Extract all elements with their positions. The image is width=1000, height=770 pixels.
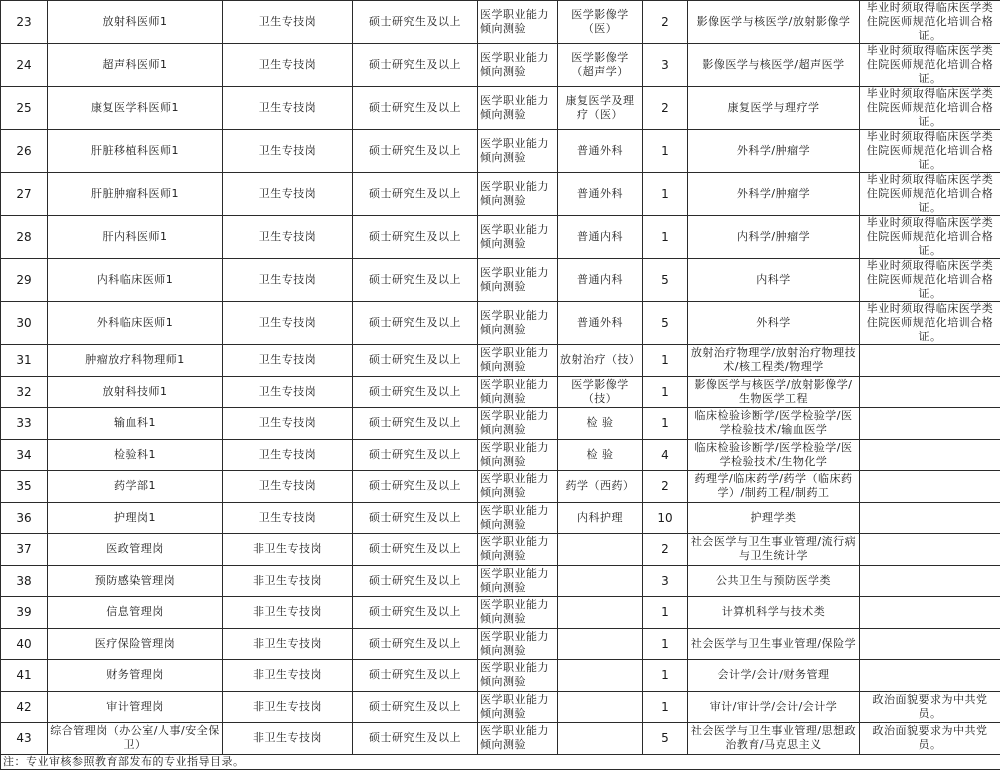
cell-count: 2 [643,534,688,566]
table-row [1,691,1000,723]
cell-exam: 医学职业能力倾向测验 [478,173,558,216]
cell-number: 30 [1,302,48,345]
cell-count: 2 [643,87,688,130]
table-row [1,408,1000,440]
cell-number: 33 [1,408,48,440]
cell-position: 肝脏肿瘤科医师1 [48,173,223,216]
cell-count: 3 [643,565,688,597]
cell-exam: 医学职业能力倾向测验 [478,87,558,130]
cell-subject: 药学（西药） [558,471,643,503]
cell-count: 1 [643,173,688,216]
cell-category: 卫生专技岗 [223,408,353,440]
cell-education: 硕士研究生及以上 [353,216,478,259]
cell-position: 医政管理岗 [48,534,223,566]
cell-major: 影像医学与核医学/放射影像学/生物医学工程 [688,376,860,408]
cell-subject [558,628,643,660]
cell-exam: 医学职业能力倾向测验 [478,723,558,755]
cell-major: 计算机科学与技术类 [688,597,860,629]
cell-category: 卫生专技岗 [223,302,353,345]
cell-education: 硕士研究生及以上 [353,660,478,692]
cell-education: 硕士研究生及以上 [353,408,478,440]
cell-position: 综合管理岗（办公室/人事/安全保卫） [48,723,223,755]
cell-position: 外科临床医师1 [48,302,223,345]
cell-education: 硕士研究生及以上 [353,87,478,130]
cell-count: 2 [643,1,688,44]
cell-number: 23 [1,1,48,44]
cell-requirement [860,439,1000,471]
cell-education: 硕士研究生及以上 [353,597,478,629]
cell-exam: 医学职业能力倾向测验 [478,408,558,440]
table-row [1,439,1000,471]
cell-exam: 医学职业能力倾向测验 [478,660,558,692]
cell-category: 非卫生专技岗 [223,597,353,629]
cell-category: 卫生专技岗 [223,345,353,377]
cell-subject [558,534,643,566]
cell-count: 1 [643,376,688,408]
cell-position: 护理岗1 [48,502,223,534]
cell-position: 肝脏移植科医师1 [48,130,223,173]
cell-category: 非卫生专技岗 [223,691,353,723]
table-row [1,130,1000,173]
cell-education: 硕士研究生及以上 [353,565,478,597]
cell-category: 非卫生专技岗 [223,723,353,755]
cell-major: 临床检验诊断学/医学检验学/医学检验技术/生物化学 [688,439,860,471]
table-row [1,565,1000,597]
cell-count: 1 [643,660,688,692]
cell-education: 硕士研究生及以上 [353,376,478,408]
cell-position: 药学部1 [48,471,223,503]
cell-education: 硕士研究生及以上 [353,259,478,302]
cell-number: 31 [1,345,48,377]
cell-number: 32 [1,376,48,408]
cell-count: 1 [643,628,688,660]
cell-number: 26 [1,130,48,173]
cell-major: 内科学/肿瘤学 [688,216,860,259]
table-row [1,173,1000,216]
cell-count: 2 [643,471,688,503]
cell-exam: 医学职业能力倾向测验 [478,628,558,660]
cell-major: 康复医学与理疗学 [688,87,860,130]
cell-requirement: 毕业时须取得临床医学类住院医师规范化培训合格证。 [860,87,1000,130]
cell-position: 内科临床医师1 [48,259,223,302]
cell-category: 卫生专技岗 [223,376,353,408]
cell-education: 硕士研究生及以上 [353,628,478,660]
cell-position: 检验科1 [48,439,223,471]
cell-count: 1 [643,691,688,723]
table-row [1,628,1000,660]
cell-major: 临床检验诊断学/医学检验学/医学检验技术/输血医学 [688,408,860,440]
cell-category: 卫生专技岗 [223,471,353,503]
cell-count: 5 [643,302,688,345]
cell-subject [558,660,643,692]
cell-subject [558,565,643,597]
cell-category: 非卫生专技岗 [223,565,353,597]
cell-education: 硕士研究生及以上 [353,44,478,87]
cell-exam: 医学职业能力倾向测验 [478,502,558,534]
cell-subject: 普通外科 [558,302,643,345]
cell-count: 1 [643,408,688,440]
cell-category: 卫生专技岗 [223,439,353,471]
cell-requirement: 毕业时须取得临床医学类住院医师规范化培训合格证。 [860,302,1000,345]
cell-number: 24 [1,44,48,87]
cell-education: 硕士研究生及以上 [353,173,478,216]
cell-subject: 普通内科 [558,259,643,302]
cell-education: 硕士研究生及以上 [353,439,478,471]
cell-major: 护理学类 [688,502,860,534]
cell-education: 硕士研究生及以上 [353,723,478,755]
cell-requirement: 毕业时须取得临床医学类住院医师规范化培训合格证。 [860,1,1000,44]
cell-requirement [860,565,1000,597]
cell-major: 影像医学与核医学/放射影像学 [688,1,860,44]
cell-number: 38 [1,565,48,597]
table-row [1,216,1000,259]
cell-position: 肿瘤放疗科物理师1 [48,345,223,377]
cell-subject: 内科护理 [558,502,643,534]
table-row [1,44,1000,87]
table-row [1,1,1000,44]
cell-education: 硕士研究生及以上 [353,345,478,377]
cell-major: 影像医学与核医学/超声医学 [688,44,860,87]
cell-number: 36 [1,502,48,534]
cell-major: 社会医学与卫生事业管理/思想政治教育/马克思主义 [688,723,860,755]
cell-major: 社会医学与卫生事业管理/保险学 [688,628,860,660]
cell-category: 卫生专技岗 [223,130,353,173]
cell-subject: 放射治疗（技） [558,345,643,377]
cell-category: 卫生专技岗 [223,173,353,216]
cell-count: 10 [643,502,688,534]
cell-exam: 医学职业能力倾向测验 [478,44,558,87]
cell-category: 卫生专技岗 [223,1,353,44]
cell-requirement [860,345,1000,377]
cell-exam: 医学职业能力倾向测验 [478,471,558,503]
cell-category: 非卫生专技岗 [223,534,353,566]
cell-number: 25 [1,87,48,130]
cell-education: 硕士研究生及以上 [353,691,478,723]
table-row [1,534,1000,566]
cell-position: 放射科医师1 [48,1,223,44]
cell-number: 40 [1,628,48,660]
cell-requirement: 政治面貌要求为中共党员。 [860,691,1000,723]
cell-exam: 医学职业能力倾向测验 [478,534,558,566]
table-row [1,660,1000,692]
cell-count: 1 [643,597,688,629]
cell-position: 康复医学科医师1 [48,87,223,130]
cell-category: 非卫生专技岗 [223,628,353,660]
cell-requirement [860,502,1000,534]
cell-exam: 医学职业能力倾向测验 [478,597,558,629]
cell-major: 外科学/肿瘤学 [688,173,860,216]
cell-major: 审计/审计学/会计/会计学 [688,691,860,723]
cell-count: 4 [643,439,688,471]
cell-education: 硕士研究生及以上 [353,1,478,44]
cell-requirement: 毕业时须取得临床医学类住院医师规范化培训合格证。 [860,44,1000,87]
cell-category: 非卫生专技岗 [223,660,353,692]
cell-subject: 普通内科 [558,216,643,259]
cell-requirement [860,534,1000,566]
table-note: 注：专业审核参照教育部发布的专业指导目录。 [1,754,1000,769]
table-row [1,502,1000,534]
cell-subject: 康复医学及理疗（医） [558,87,643,130]
cell-position: 肝内科医师1 [48,216,223,259]
cell-subject: 医学影像学（技） [558,376,643,408]
cell-requirement [860,628,1000,660]
cell-requirement: 毕业时须取得临床医学类住院医师规范化培训合格证。 [860,130,1000,173]
cell-exam: 医学职业能力倾向测验 [478,302,558,345]
cell-number: 37 [1,534,48,566]
cell-position: 超声科医师1 [48,44,223,87]
cell-exam: 医学职业能力倾向测验 [478,376,558,408]
cell-major: 会计学/会计/财务管理 [688,660,860,692]
cell-position: 输血科1 [48,408,223,440]
cell-major: 社会医学与卫生事业管理/流行病与卫生统计学 [688,534,860,566]
cell-number: 39 [1,597,48,629]
cell-count: 1 [643,216,688,259]
cell-number: 42 [1,691,48,723]
cell-major: 公共卫生与预防医学类 [688,565,860,597]
cell-count: 1 [643,130,688,173]
cell-education: 硕士研究生及以上 [353,471,478,503]
table-row [1,87,1000,130]
cell-number: 28 [1,216,48,259]
cell-exam: 医学职业能力倾向测验 [478,691,558,723]
cell-subject: 检 验 [558,408,643,440]
cell-requirement [860,376,1000,408]
cell-exam: 医学职业能力倾向测验 [478,345,558,377]
cell-count: 3 [643,44,688,87]
table-row [1,302,1000,345]
cell-requirement [860,597,1000,629]
cell-position: 信息管理岗 [48,597,223,629]
cell-position: 审计管理岗 [48,691,223,723]
table-row [1,471,1000,503]
cell-category: 卫生专技岗 [223,87,353,130]
cell-exam: 医学职业能力倾向测验 [478,565,558,597]
cell-number: 29 [1,259,48,302]
cell-position: 财务管理岗 [48,660,223,692]
cell-exam: 医学职业能力倾向测验 [478,130,558,173]
cell-education: 硕士研究生及以上 [353,534,478,566]
cell-requirement: 毕业时须取得临床医学类住院医师规范化培训合格证。 [860,259,1000,302]
cell-count: 1 [643,345,688,377]
table-row [1,597,1000,629]
cell-education: 硕士研究生及以上 [353,130,478,173]
table-row [1,259,1000,302]
cell-major: 内科学 [688,259,860,302]
cell-category: 卫生专技岗 [223,44,353,87]
cell-number: 35 [1,471,48,503]
cell-requirement: 毕业时须取得临床医学类住院医师规范化培训合格证。 [860,173,1000,216]
table-row [1,376,1000,408]
cell-category: 卫生专技岗 [223,216,353,259]
cell-requirement [860,660,1000,692]
cell-subject [558,723,643,755]
cell-subject: 医学影像学（超声学） [558,44,643,87]
cell-count: 5 [643,259,688,302]
cell-subject: 普通外科 [558,130,643,173]
table-body [1,1,1000,755]
cell-education: 硕士研究生及以上 [353,502,478,534]
cell-subject: 检 验 [558,439,643,471]
cell-position: 预防感染管理岗 [48,565,223,597]
table-row [1,723,1000,755]
cell-exam: 医学职业能力倾向测验 [478,439,558,471]
cell-number: 43 [1,723,48,755]
cell-subject [558,691,643,723]
cell-position: 医疗保险管理岗 [48,628,223,660]
cell-subject: 普通外科 [558,173,643,216]
cell-category: 卫生专技岗 [223,259,353,302]
table-row [1,345,1000,377]
cell-count: 5 [643,723,688,755]
cell-category: 卫生专技岗 [223,502,353,534]
cell-education: 硕士研究生及以上 [353,302,478,345]
cell-major: 放射治疗物理学/放射治疗物理技术/核工程类/物理学 [688,345,860,377]
cell-requirement: 毕业时须取得临床医学类住院医师规范化培训合格证。 [860,216,1000,259]
cell-exam: 医学职业能力倾向测验 [478,1,558,44]
cell-number: 27 [1,173,48,216]
cell-requirement: 政治面貌要求为中共党员。 [860,723,1000,755]
cell-position: 放射科技师1 [48,376,223,408]
cell-major: 外科学 [688,302,860,345]
cell-major: 外科学/肿瘤学 [688,130,860,173]
cell-number: 41 [1,660,48,692]
cell-exam: 医学职业能力倾向测验 [478,259,558,302]
cell-subject [558,597,643,629]
cell-major: 药理学/临床药学/药学（临床药学）/制药工程/制药工 [688,471,860,503]
cell-requirement [860,471,1000,503]
cell-subject: 医学影像学（医） [558,1,643,44]
cell-requirement [860,408,1000,440]
cell-number: 34 [1,439,48,471]
cell-exam: 医学职业能力倾向测验 [478,216,558,259]
